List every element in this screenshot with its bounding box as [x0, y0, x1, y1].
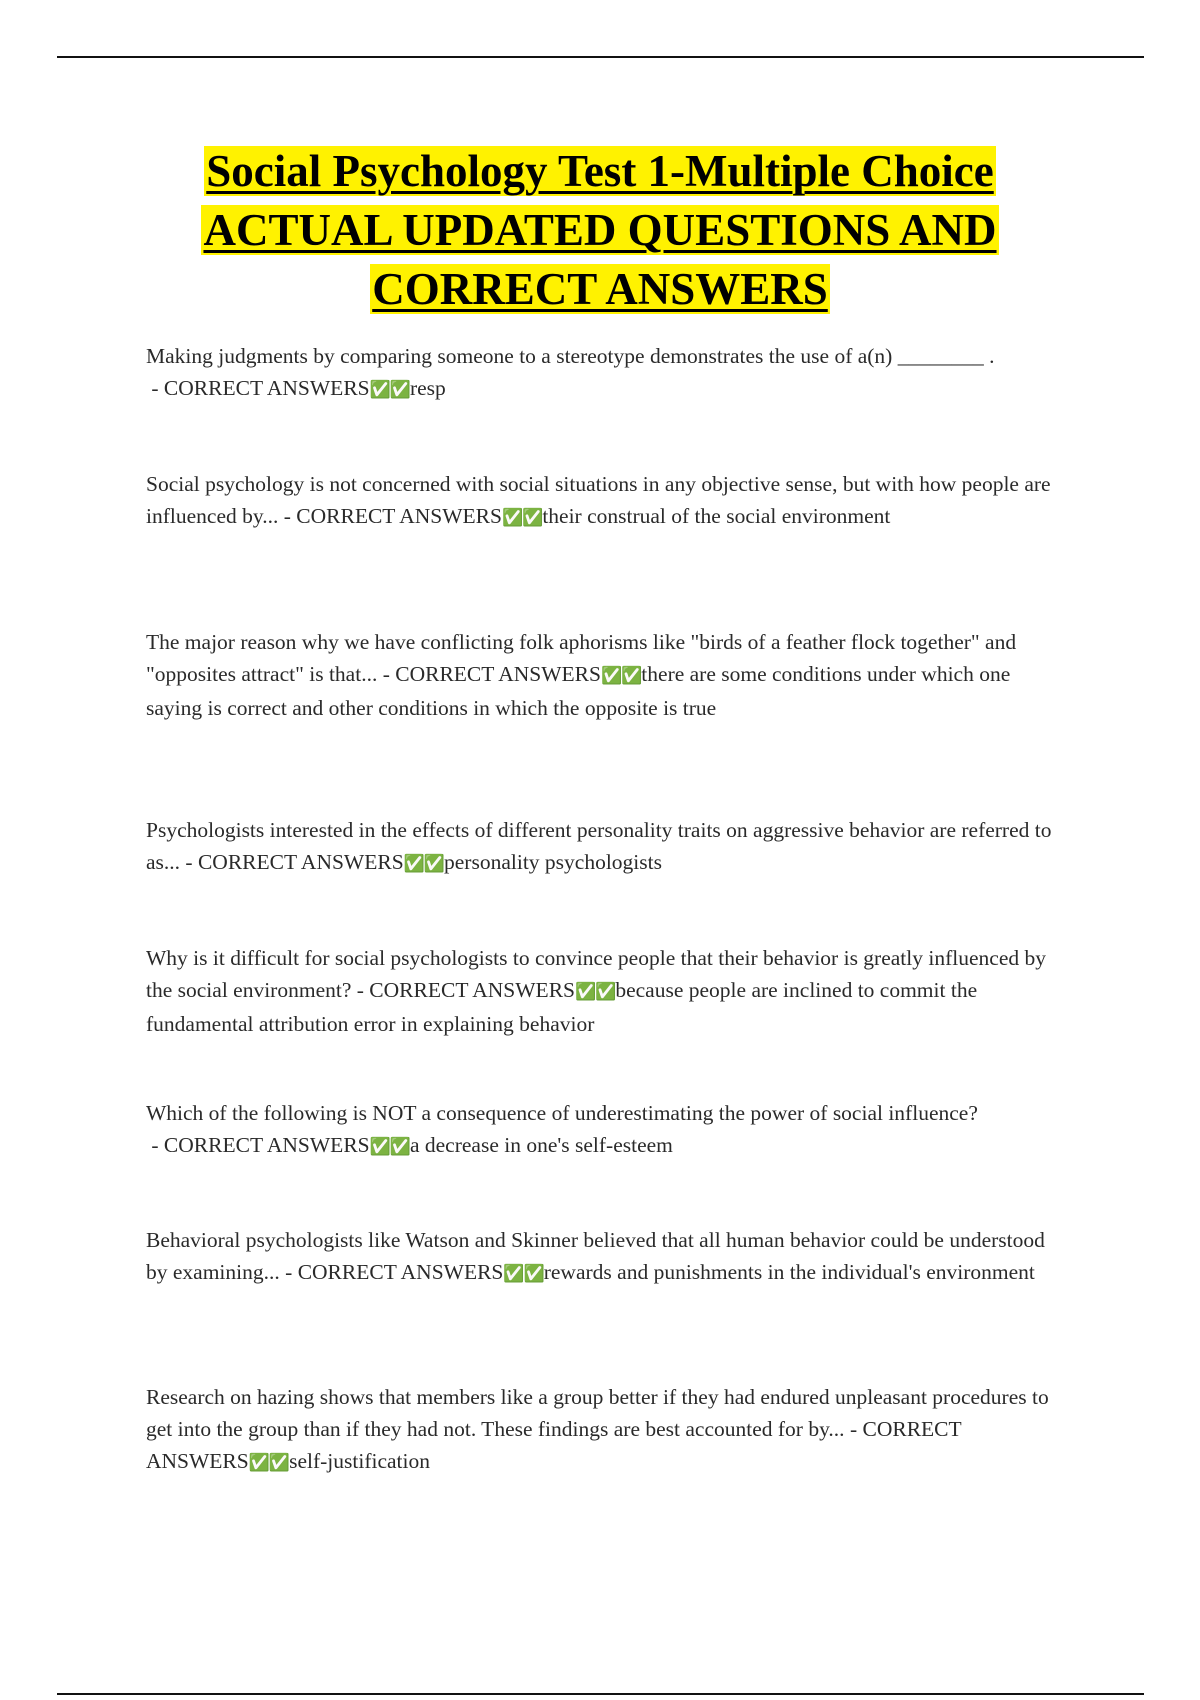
separator: - — [278, 504, 297, 528]
question-text: The major reason why we have conflicting folk aphorisms like "birds of a feather flock together" and "opposites attract" is that... — [146, 630, 1017, 686]
document-title — [80, 142, 1120, 319]
qa-item — [146, 1381, 1066, 1479]
check-mark-icon: ✅✅ — [501, 508, 543, 528]
separator: - — [146, 1133, 164, 1157]
check-mark-icon: ✅✅ — [369, 1137, 410, 1157]
qa-item — [146, 814, 1066, 880]
qa-item — [146, 468, 1066, 534]
question-text: Why is it difficult for social psychologists to convince people that their behavior is greatly influenced by the social environment? — [146, 946, 1046, 1002]
answer-text: a decrease in one's self-esteem — [409, 1133, 673, 1157]
check-mark-icon: ✅✅ — [248, 1453, 290, 1473]
qa-item — [146, 1224, 1066, 1290]
answer-text: because people are inclined to commit the fundamental attribution error in explaining behavior — [146, 978, 978, 1036]
separator: - — [146, 376, 164, 400]
answer-text: self-justification — [289, 1449, 430, 1473]
check-mark-icon: ✅✅ — [503, 1264, 544, 1284]
qa-item — [146, 942, 1066, 1040]
qa-item — [146, 340, 1066, 406]
answer-label: CORRECT ANSWERS — [163, 1133, 370, 1157]
check-mark-icon: ✅✅ — [575, 982, 616, 1002]
question-text: Research on hazing shows that members like a group better if they had endured unpleasant procedures to get into the group than if they had not. These findings are best accounted for by... — [146, 1385, 1049, 1441]
separator: - — [279, 1260, 298, 1284]
check-mark-icon: ✅✅ — [403, 854, 445, 874]
answer-label: CORRECT ANSWERS — [296, 504, 502, 528]
answer-text: there are some conditions under which one saying is correct and other conditions in which the opposite is true — [146, 662, 1011, 720]
title-line-2: ACTUAL UPDATED QUESTIONS AND — [203, 205, 997, 255]
answer-label: CORRECT ANSWERS — [395, 662, 601, 686]
check-mark-icon: ✅✅ — [600, 666, 642, 686]
question-text: Making judgments by comparing someone to a stereotype demonstrates the use of a(n) ________ . — [146, 344, 995, 368]
answer-label: CORRECT ANSWERS — [163, 376, 370, 400]
check-mark-icon: ✅✅ — [369, 380, 410, 400]
footer-rule — [57, 1693, 1144, 1695]
answer-text: resp — [409, 376, 446, 400]
answer-label: CORRECT ANSWERS — [297, 1260, 504, 1284]
header-rule — [57, 56, 1144, 58]
title-line-3: CORRECT ANSWERS — [372, 264, 828, 314]
separator: - — [351, 978, 370, 1002]
qa-item — [146, 1097, 1066, 1163]
question-text: Psychologists interested in the effects of different personality traits on aggressive behavior are referred to as... — [146, 818, 1052, 874]
question-text: Which of the following is NOT a consequence of underestimating the power of social influence? — [146, 1101, 978, 1125]
answer-label: CORRECT ANSWERS — [146, 1417, 962, 1473]
question-text: Behavioral psychologists like Watson and Skinner believed that all human behavior could be understood by examining... — [146, 1228, 1045, 1284]
separator: - — [180, 850, 198, 874]
answer-label: CORRECT ANSWERS — [369, 978, 575, 1002]
answer-text: rewards and punishments in the individual's environment — [543, 1260, 1035, 1284]
answer-text: their construal of the social environment — [542, 504, 891, 528]
separator: - — [844, 1417, 863, 1441]
question-text: Social psychology is not concerned with social situations in any objective sense, but with how people are influenced by... — [146, 472, 1051, 528]
qa-item — [146, 626, 1066, 724]
answer-label: CORRECT ANSWERS — [197, 850, 404, 874]
title-line-1: Social Psychology Test 1-Multiple Choice — [206, 146, 994, 196]
answer-text: personality psychologists — [444, 850, 662, 874]
separator: - — [377, 662, 396, 686]
